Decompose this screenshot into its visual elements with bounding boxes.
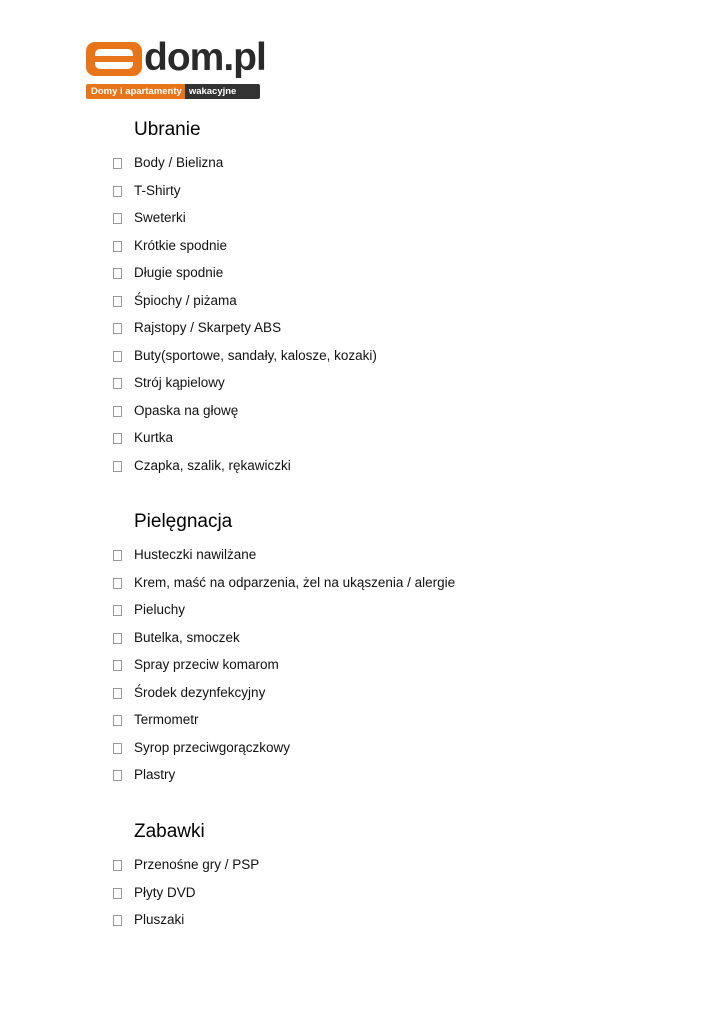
list-item [0, 574, 725, 602]
item-label: Termometr [134, 712, 199, 727]
checkbox[interactable] [113, 633, 122, 644]
list-item [0, 237, 725, 265]
checkbox[interactable] [113, 268, 122, 279]
list-item [0, 601, 725, 629]
list-item [0, 684, 725, 712]
list-item [0, 546, 725, 574]
item-label: Długie spodnie [134, 265, 224, 280]
logo-tagline [86, 84, 260, 99]
list-item [0, 402, 725, 430]
checkbox[interactable] [113, 605, 122, 616]
list-item [0, 292, 725, 320]
item-label: Przenośne gry / PSP [134, 857, 260, 872]
list-item [0, 711, 725, 739]
checkbox[interactable] [113, 461, 122, 472]
item-label: Krótkie spodnie [134, 237, 228, 253]
checkbox[interactable] [113, 378, 122, 389]
list-item [0, 429, 725, 457]
list-item [0, 347, 725, 375]
list-item [0, 182, 725, 210]
checkbox[interactable] [113, 915, 122, 926]
list-item [0, 739, 725, 767]
e-logo-icon [86, 42, 142, 76]
checkbox[interactable] [113, 888, 122, 899]
list-item [0, 319, 725, 347]
checkbox[interactable] [113, 433, 122, 444]
item-label: Butelka, smoczek [134, 629, 240, 645]
checklist [0, 154, 725, 484]
item-label: Strój kąpielowy [134, 375, 225, 390]
checkbox[interactable] [113, 688, 122, 699]
checklist [0, 856, 725, 939]
checkbox[interactable] [113, 296, 122, 307]
item-label: Płyty DVD [134, 884, 196, 900]
item-label: Środek dezynfekcyjny [134, 684, 266, 700]
list-item [0, 656, 725, 684]
list-item [0, 264, 725, 292]
checkbox[interactable] [113, 186, 122, 197]
checkbox[interactable] [113, 323, 122, 334]
logo-wordmark: dom.pl [144, 36, 266, 79]
checkbox[interactable] [113, 860, 122, 871]
item-label: Rajstopy / Skarpety ABS [134, 320, 282, 335]
checkbox[interactable] [113, 770, 122, 781]
checkbox[interactable] [113, 743, 122, 754]
item-label: Syrop przeciwgorączkowy [134, 739, 291, 755]
item-label: Śpiochy / piżama [134, 292, 237, 308]
list-item [0, 154, 725, 182]
item-label: Czapka, szalik, rękawiczki [134, 457, 291, 473]
tagline-left: Domy i apartamenty [86, 84, 185, 99]
item-label: Pieluchy [134, 602, 186, 617]
item-label: Pluszaki [134, 912, 185, 927]
section-title: Ubranie [134, 119, 201, 140]
item-label: T-Shirty [134, 182, 181, 198]
section-title: Pielęgnacja [134, 511, 233, 532]
section-title: Zabawki [134, 821, 205, 842]
list-item [0, 629, 725, 657]
checkbox[interactable] [113, 351, 122, 362]
item-label: Krem, maść na odparzenia, żel na ukąszenia / alergie [134, 574, 456, 590]
item-label: Kurtka [134, 430, 174, 445]
edom-logo [86, 36, 266, 102]
list-item [0, 457, 725, 485]
list-item [0, 209, 725, 237]
item-label: Buty(sportowe, sandały, kalosze, kozaki) [134, 347, 377, 363]
item-label: Sweterki [134, 210, 186, 225]
checkbox[interactable] [113, 550, 122, 561]
item-label: Husteczki nawilżane [134, 547, 257, 562]
checkbox[interactable] [113, 715, 122, 726]
list-item [0, 374, 725, 402]
list-item [0, 911, 725, 939]
checkbox[interactable] [113, 406, 122, 417]
item-label: Plastry [134, 767, 176, 782]
tagline-right: wakacyjne [185, 84, 260, 99]
checkbox[interactable] [113, 158, 122, 169]
item-label: Body / Bielizna [134, 155, 224, 170]
list-item [0, 766, 725, 794]
checklist [0, 546, 725, 794]
checkbox[interactable] [113, 660, 122, 671]
checkbox[interactable] [113, 578, 122, 589]
item-label: Spray przeciw komarom [134, 657, 279, 672]
checkbox[interactable] [113, 241, 122, 252]
item-label: Opaska na głowę [134, 402, 239, 418]
list-item [0, 856, 725, 884]
checkbox[interactable] [113, 213, 122, 224]
list-item [0, 884, 725, 912]
